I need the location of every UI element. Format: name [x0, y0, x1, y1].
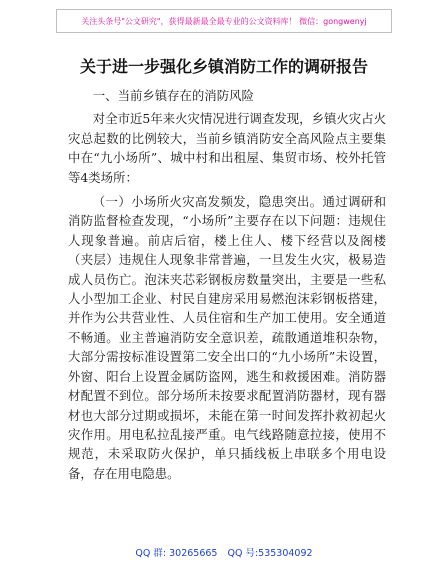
footer-contact	[0, 545, 448, 559]
section-heading: 一、当前乡镇存在的消防风险	[92, 88, 254, 103]
body-paragraph: （一）小场所火灾高发频发，隐患突出。通过调研和消防监督检查发现，“小场所”主要存在以下问题：违规住人现象普遍。前店后宿，楼上住人、楼下经营以及阁楼（夹层）违规住人现象非常普遍，一旦发生火灾，极易造成人员伤亡。泡沫夹芯彩钢板房数量突出，主要是一些私人小型加工企业、村民自建房采用易燃泡沫彩钢板搭建，并作为公共营业性、人员住宿和生产加工使用。安全通道不畅通。业主普遍消防安全意识差，疏散通道堆积杂物，大部分需按标准设置第二安全出口的“九小场所”未设置，外窗、阳台上设置金属防盗网，逃生和救援困难。消防器材配置不到位。部分场所未按要求配置消防器材，现有器材也大部分过期或损坏，未能在第一时间发挥扑救初起火灾作用。用电私拉乱接严重。电气线路随意拉接，使用不规范，未采取防火保护，单只插线板上串联多个用电设备，存在用电隐患。	[68, 194, 386, 481]
qq-group-number: QQ 群: 30265665	[135, 548, 218, 559]
promo-banner-text: 关注头条号"公文研究"，获得最新最全最专业的公文资料库！ 微信：gongwenyj	[81, 16, 367, 26]
promo-banner	[56, 9, 392, 33]
body-paragraph: 对全市近5年来火灾情况进行调查发现，乡镇火灾占火灾总起数的比例较大，当前乡镇消防安全高风险点主要集中在“九小场所”、城中村和出租屋、集贸市场、校外托管等4类场所：	[68, 111, 386, 185]
document-title: 关于进一步强化乡镇消防工作的调研报告	[79, 57, 368, 76]
qq-number: QQ 号:535304092	[227, 548, 313, 559]
document-body	[68, 86, 386, 483]
